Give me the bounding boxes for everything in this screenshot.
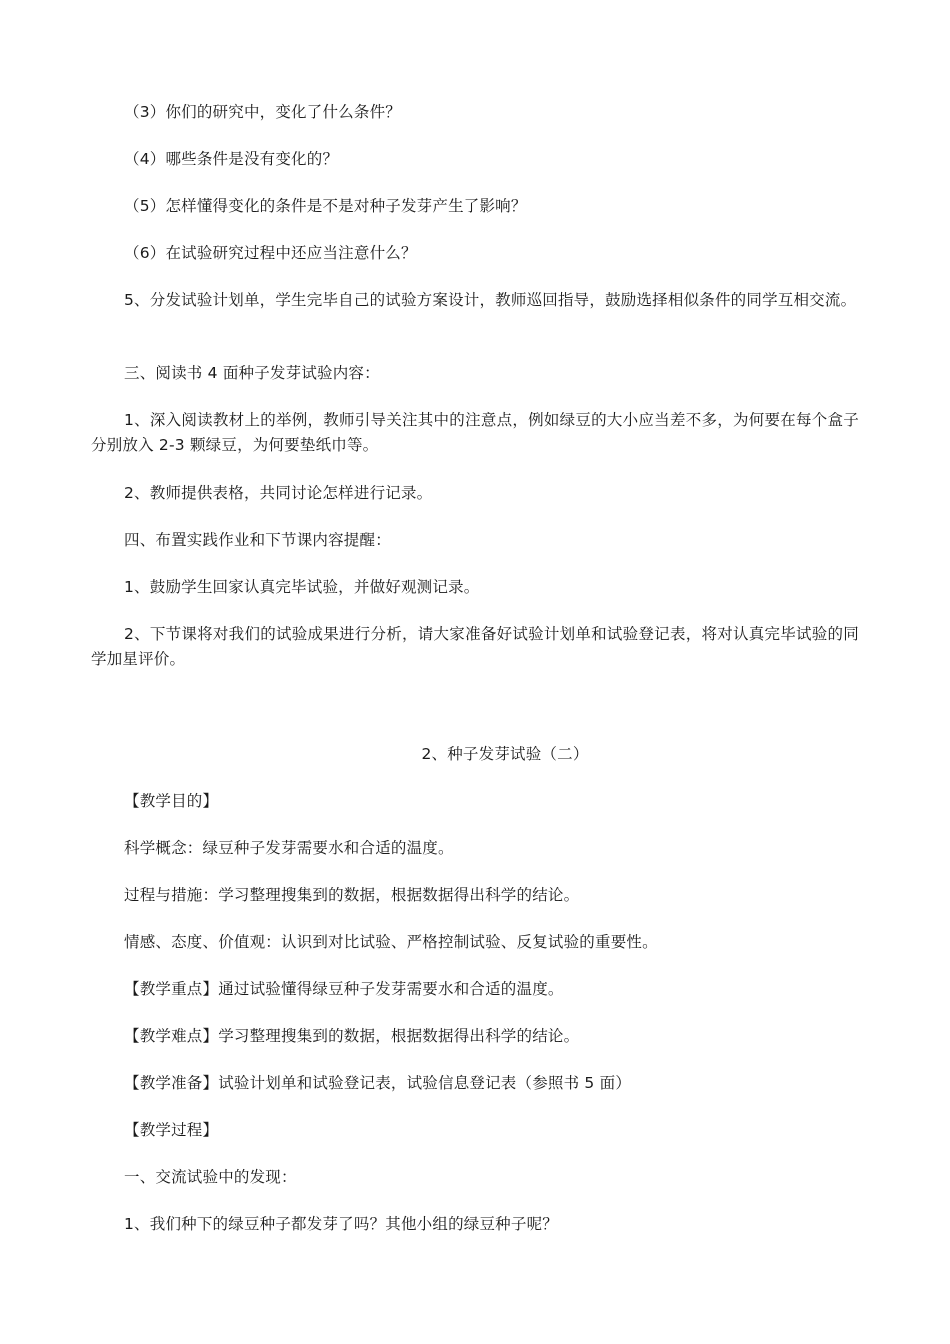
heading-part-1-exchange: 一、交流试验中的发现： [124, 1168, 297, 1186]
paragraph-process-method: 过程与措施：学习整理搜集到的数据，根据数据得出科学的结论。 [124, 886, 580, 904]
paragraph-science-concept: 科学概念：绿豆种子发芽需要水和合适的温度。 [124, 839, 454, 857]
paragraph-reading-2: 2、教师提供表格，共同讨论怎样进行记录。 [124, 484, 433, 502]
paragraph-teaching-difficulty: 【教学难点】学习整理搜集到的数据，根据数据得出科学的结论。 [124, 1027, 580, 1045]
paragraph-question-6: （6）在试验研究过程中还应当注意什么？ [124, 244, 417, 262]
paragraph-homework-1: 1、鼓励学生回家认真完毕试验，并做好观测记录。 [124, 578, 480, 596]
section-title: 2、种子发芽试验（二） [421, 745, 589, 763]
heading-part-3: 三、阅读书 4 面种子发芽试验内容： [124, 364, 380, 382]
paragraph-homework-2: 2、下节课将对我们的试验成果进行分析，请大家准备好试验计划单和试验登记表，将对认真完毕试验的同学加星评价。 [91, 625, 859, 668]
paragraph-exchange-1: 1、我们种下的绿豆种子都发芽了吗？其他小组的绿豆种子呢？ [124, 1215, 558, 1233]
paragraph-question-5: （5）怎样懂得变化的条件是不是对种子发芽产生了影响？ [124, 197, 527, 215]
paragraph-attitude-values: 情感、态度、价值观：认识到对比试验、严格控制试验、反复试验的重要性。 [124, 933, 658, 951]
paragraph-step-5: 5、分发试验计划单，学生完毕自己的试验方案设计，教师巡回指导，鼓励选择相似条件的同学互相交流。 [124, 291, 857, 309]
paragraph-question-3: （3）你们的研究中，变化了什么条件？ [124, 103, 401, 121]
paragraph-question-4: （4）哪些条件是没有变化的？ [124, 150, 339, 168]
paragraph-teaching-focus: 【教学重点】通过试验懂得绿豆种子发芽需要水和合适的温度。 [124, 980, 564, 998]
paragraph-reading-1: 1、深入阅读教材上的举例，教师引导关注其中的注意点，例如绿豆的大小应当差不多，为何要在每个盒子分别放入 2-3 颗绿豆，为何要垫纸巾等。 [91, 411, 859, 454]
heading-part-4: 四、布置实践作业和下节课内容提醒： [124, 531, 391, 549]
paragraph-teaching-preparation: 【教学准备】试验计划单和试验登记表，试验信息登记表（参照书 5 面） [124, 1074, 632, 1092]
heading-teaching-goal: 【教学目的】 [124, 792, 219, 810]
heading-teaching-process: 【教学过程】 [124, 1121, 219, 1139]
